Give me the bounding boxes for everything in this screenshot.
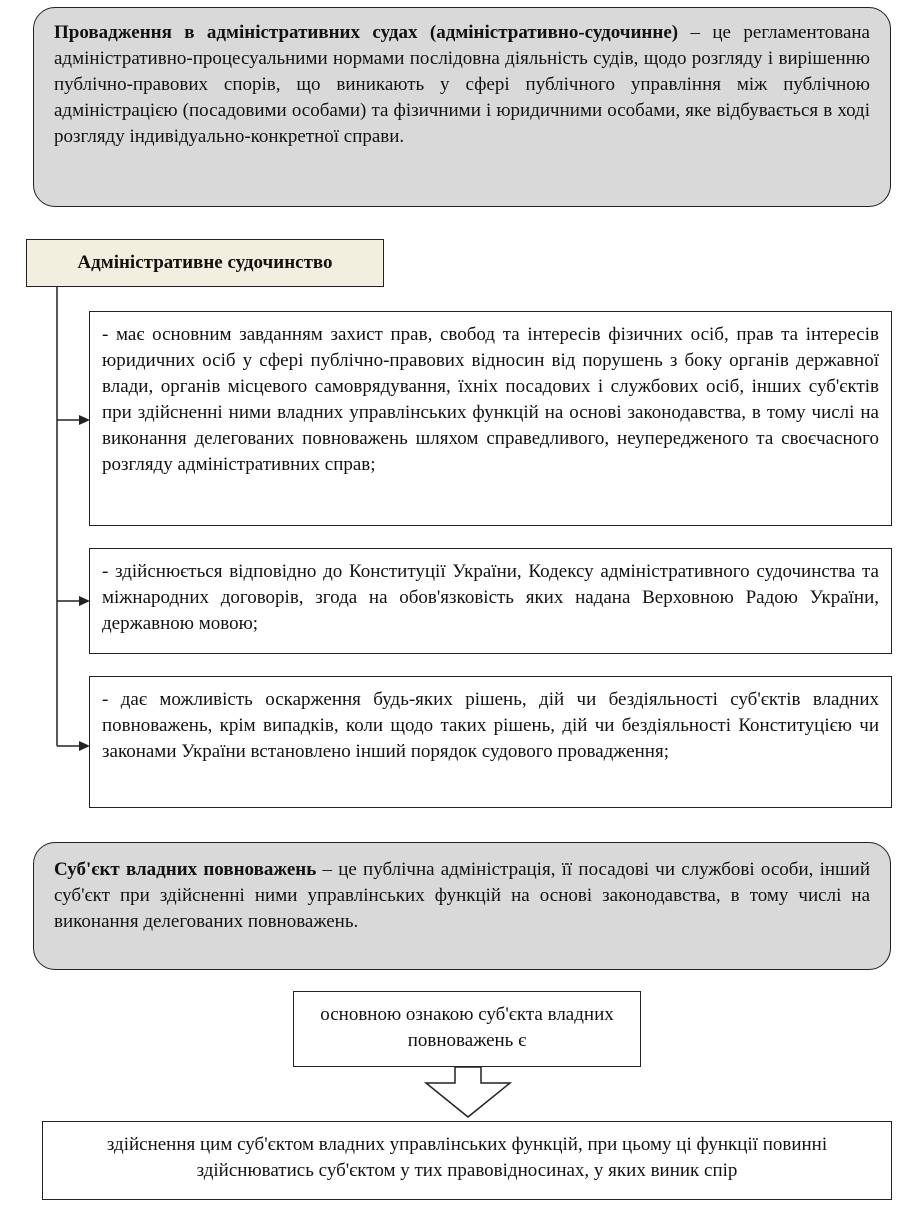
judiciary-title: Адміністративне судочинство	[77, 252, 333, 273]
proceedings-term: Провадження в адміністративних судах (адміністративно-судочинне)	[54, 22, 679, 43]
subject-text: – це публічна адміністрація, її посадові чи службові особи, інший суб'єкт при здійсненні ними управлінських функцій на основі законодавства, в тому числі на виконання делегованих повноважень.	[54, 859, 870, 932]
feature-result: здійснення цим суб'єктом владних управлінських функцій, при цьому ці функції повинні здійснюватись суб'єктом у тих правовідносинах, у яких виник спір	[106, 1134, 828, 1181]
judiciary-item-2-text: - здійснюється відповідно до Конституції України, Кодексу адміністративного судочинства та міжнародних договорів, згода на обов'язковість яких надана Верховною Радою України, державною мовою;	[102, 561, 879, 634]
subject-term: Суб'єкт владних повноважень	[54, 859, 317, 880]
feature-label: основною ознакою суб'єкта владних повноважень є	[320, 1004, 614, 1051]
feature-result-box	[42, 1121, 892, 1200]
proceedings-text: – це регламентована адміністративно-процесуальними нормами послідовна діяльність судів, щодо розгляду і вирішенню публічно-правових спорів, що виникають у сфері публічного управління між публічною адміністрацією (посадовими особами) та фізичними і юридичними особами, яке відбувається в ході розгляду індивідуально-конкретної справи.	[54, 22, 870, 147]
down-arrow-icon	[426, 1067, 510, 1117]
judiciary-item-1-text: - має основним завданням захист прав, свобод та інтересів фізичних осіб, прав та інтересів юридичних осіб у сфері публічно-правових відносин від порушень з боку органів державної влади, органів місцевого самоврядування, їхніх посадових і службових осіб, інших суб'єктів при здійсненні ними владних управлінських функцій на основі законодавства, в тому числі на виконання делегованих повноважень шляхом справедливого, неупередженого та своєчасного розгляду адміністративних справ;	[102, 324, 879, 475]
judiciary-item-3-text: - дає можливість оскарження будь-яких рішень, дій чи бездіяльності суб'єктів владних повноважень, крім випадків, коли щодо таких рішень, дій чи бездіяльності Конституцією чи законами України встановлено інший порядок судового провадження;	[102, 689, 879, 762]
